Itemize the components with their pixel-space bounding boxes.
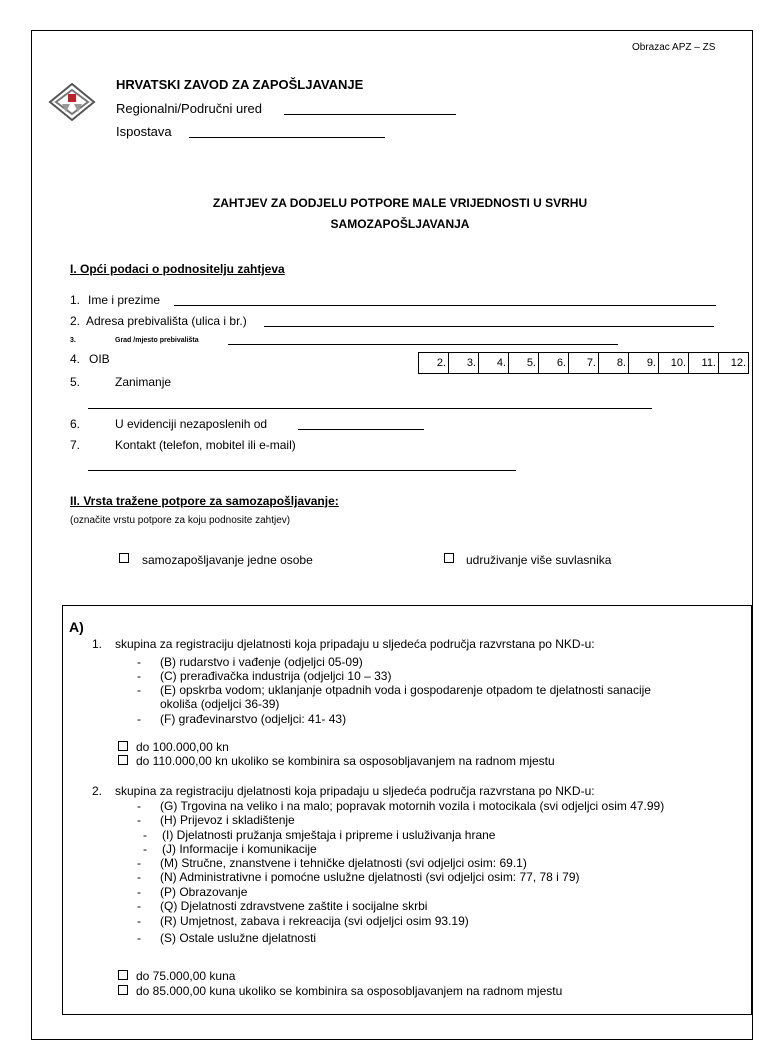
list-item: (J) Informacije i komunikacije [162, 842, 317, 856]
bullet-dash: - [137, 856, 141, 870]
regional-office-label: Regionalni/Područni ured [116, 101, 262, 116]
oib-cell: 3. [449, 353, 479, 373]
unemployed-since-label: U evidenciji nezaposlenih od [115, 417, 268, 431]
amount-100k-checkbox[interactable] [118, 741, 128, 751]
city-field[interactable] [228, 344, 618, 345]
bullet-dash: - [137, 813, 141, 827]
list-item: (G) Trgovina na veliko i na malo; popravak motornih vozila i motocikala (svi odjeljci osim 47.99) [160, 799, 665, 813]
list-item: (C) prerađivačka industrija (odjeljci 10 – 33) [160, 669, 392, 683]
field-num-4: 4. [70, 352, 81, 366]
oib-cell: 10. [659, 353, 689, 373]
self-employment-label: samozapošljavanje jedne osobe [142, 553, 313, 567]
list-item: (N) Administrativne i pomoćne uslužne djelatnosti (svi odjeljci osim: 77, 78 i 79) [160, 870, 580, 884]
bullet-dash: - [137, 683, 141, 697]
bullet-dash: - [137, 870, 141, 884]
field-num-3: 3. [70, 337, 76, 344]
occupation-field[interactable] [88, 408, 652, 409]
list-item: (F) građevinarstvo (odjeljci: 41- 43) [160, 712, 347, 726]
form-title-line1: ZAHTJEV ZA DODJELU POTPORE MALE VRIJEDNOSTI U SVRHU [212, 196, 588, 210]
bullet-dash: - [137, 669, 141, 683]
oib-field[interactable] [418, 352, 749, 374]
oib-cell: 4. [479, 353, 509, 373]
oib-cell: 7. [569, 353, 599, 373]
co-owners-label: udruživanje više suvlasnika [466, 553, 612, 567]
org-name: HRVATSKI ZAVOD ZA ZAPOŠLJAVANJE [116, 77, 364, 92]
field-num-1: 1. [70, 293, 81, 307]
full-name-field[interactable] [174, 305, 716, 306]
list-item: (H) Prijevoz i skladištenje [160, 813, 295, 827]
hzz-logo [48, 82, 96, 122]
list-item: (P) Obrazovanje [160, 885, 248, 899]
oib-cell: 5. [509, 353, 539, 373]
self-employment-checkbox[interactable] [119, 553, 129, 563]
amount-85k-checkbox[interactable] [118, 985, 128, 995]
bullet-dash: - [143, 842, 147, 856]
list-item: okoliša (odjeljci 36-39) [160, 697, 280, 711]
amount-100k-label: do 100.000,00 kn [136, 740, 229, 754]
oib-cell: 6. [539, 353, 569, 373]
list-item: (M) Stručne, znanstvene i tehničke djelatnosti (svi odjeljci osim: 69.1) [160, 856, 527, 870]
bullet-dash: - [137, 899, 141, 913]
group2-num: 2. [92, 784, 103, 798]
bullet-dash: - [137, 655, 141, 669]
bullet-dash: - [137, 799, 141, 813]
section2-heading: II. Vrsta tražene potpore za samozapošljavanje: [70, 494, 339, 508]
list-item: (Q) Djelatnosti zdravstvene zaštite i socijalne skrbi [160, 899, 428, 913]
regional-office-field[interactable] [284, 114, 456, 115]
bullet-dash: - [137, 712, 141, 726]
oib-cell: 11. [689, 353, 719, 373]
contact-label: Kontakt (telefon, mobitel ili e-mail) [115, 438, 296, 452]
occupation-label: Zanimanje [115, 375, 172, 389]
field-num-7: 7. [70, 438, 81, 452]
group1-text: skupina za registraciju djelatnosti koja pripadaju u sljedeća područja razvrstana po NKD-u: [115, 637, 595, 651]
co-owners-checkbox[interactable] [444, 553, 454, 563]
field-num-5: 5. [70, 375, 81, 389]
unemployed-since-field[interactable] [298, 429, 424, 430]
full-name-label: Ime i prezime [88, 293, 161, 307]
address-label: Adresa prebivališta (ulica i br.) [86, 314, 247, 328]
address-field[interactable] [264, 326, 714, 327]
oib-cell: 8. [599, 353, 629, 373]
oib-cell: 12. [730, 357, 746, 369]
form-title-line2: SAMOZAPOŠLJAVANJA [330, 217, 470, 231]
city-label: Grad /mjesto prebivališta [115, 337, 199, 344]
group2-text: skupina za registraciju djelatnosti koja pripadaju u sljedeća područja razvrstana po NKD-u: [115, 784, 595, 798]
group1-num: 1. [92, 637, 103, 651]
branch-label: Ispostava [116, 124, 172, 139]
list-item: (R) Umjetnost, zabava i rekreacija (svi odjeljci osim 93.19) [160, 914, 469, 928]
amount-110k-label: do 110.000,00 kn ukoliko se kombinira sa osposobljavanjem na radnom mjestu [136, 754, 555, 768]
branch-field[interactable] [189, 137, 385, 138]
bullet-dash: - [137, 931, 141, 945]
oib-cell: 9. [629, 353, 659, 373]
oib-label: OIB [89, 352, 110, 366]
oib-cell: 2. [419, 353, 449, 373]
amount-110k-checkbox[interactable] [118, 755, 128, 765]
amount-75k-checkbox[interactable] [118, 970, 128, 980]
field-num-2: 2. [70, 314, 81, 328]
section-a-label: A) [69, 619, 84, 635]
field-num-6: 6. [70, 417, 81, 431]
amount-85k-label: do 85.000,00 kuna ukoliko se kombinira sa osposobljavanjem na radnom mjestu [136, 984, 563, 998]
amount-75k-label: do 75.000,00 kuna [136, 969, 236, 983]
list-item: (S) Ostale uslužne djelatnosti [160, 931, 317, 945]
bullet-dash: - [143, 828, 147, 842]
form-code: Obrazac APZ – ZS [632, 42, 716, 53]
contact-field[interactable] [88, 470, 516, 471]
bullet-dash: - [137, 885, 141, 899]
section1-heading: I. Opći podaci o podnositelju zahtjeva [70, 262, 285, 276]
list-item: (E) opskrba vodom; uklanjanje otpadnih voda i gospodarenje otpadom te djelatnosti sanacije [160, 683, 651, 697]
section2-note: (označite vrstu potpore za koju podnosite zahtjev) [70, 515, 291, 526]
list-item: (B) rudarstvo i vađenje (odjeljci 05-09) [160, 655, 363, 669]
bullet-dash: - [137, 914, 141, 928]
list-item: (I) Djelatnosti pružanja smještaja i pripreme i usluživanja hrane [162, 828, 496, 842]
